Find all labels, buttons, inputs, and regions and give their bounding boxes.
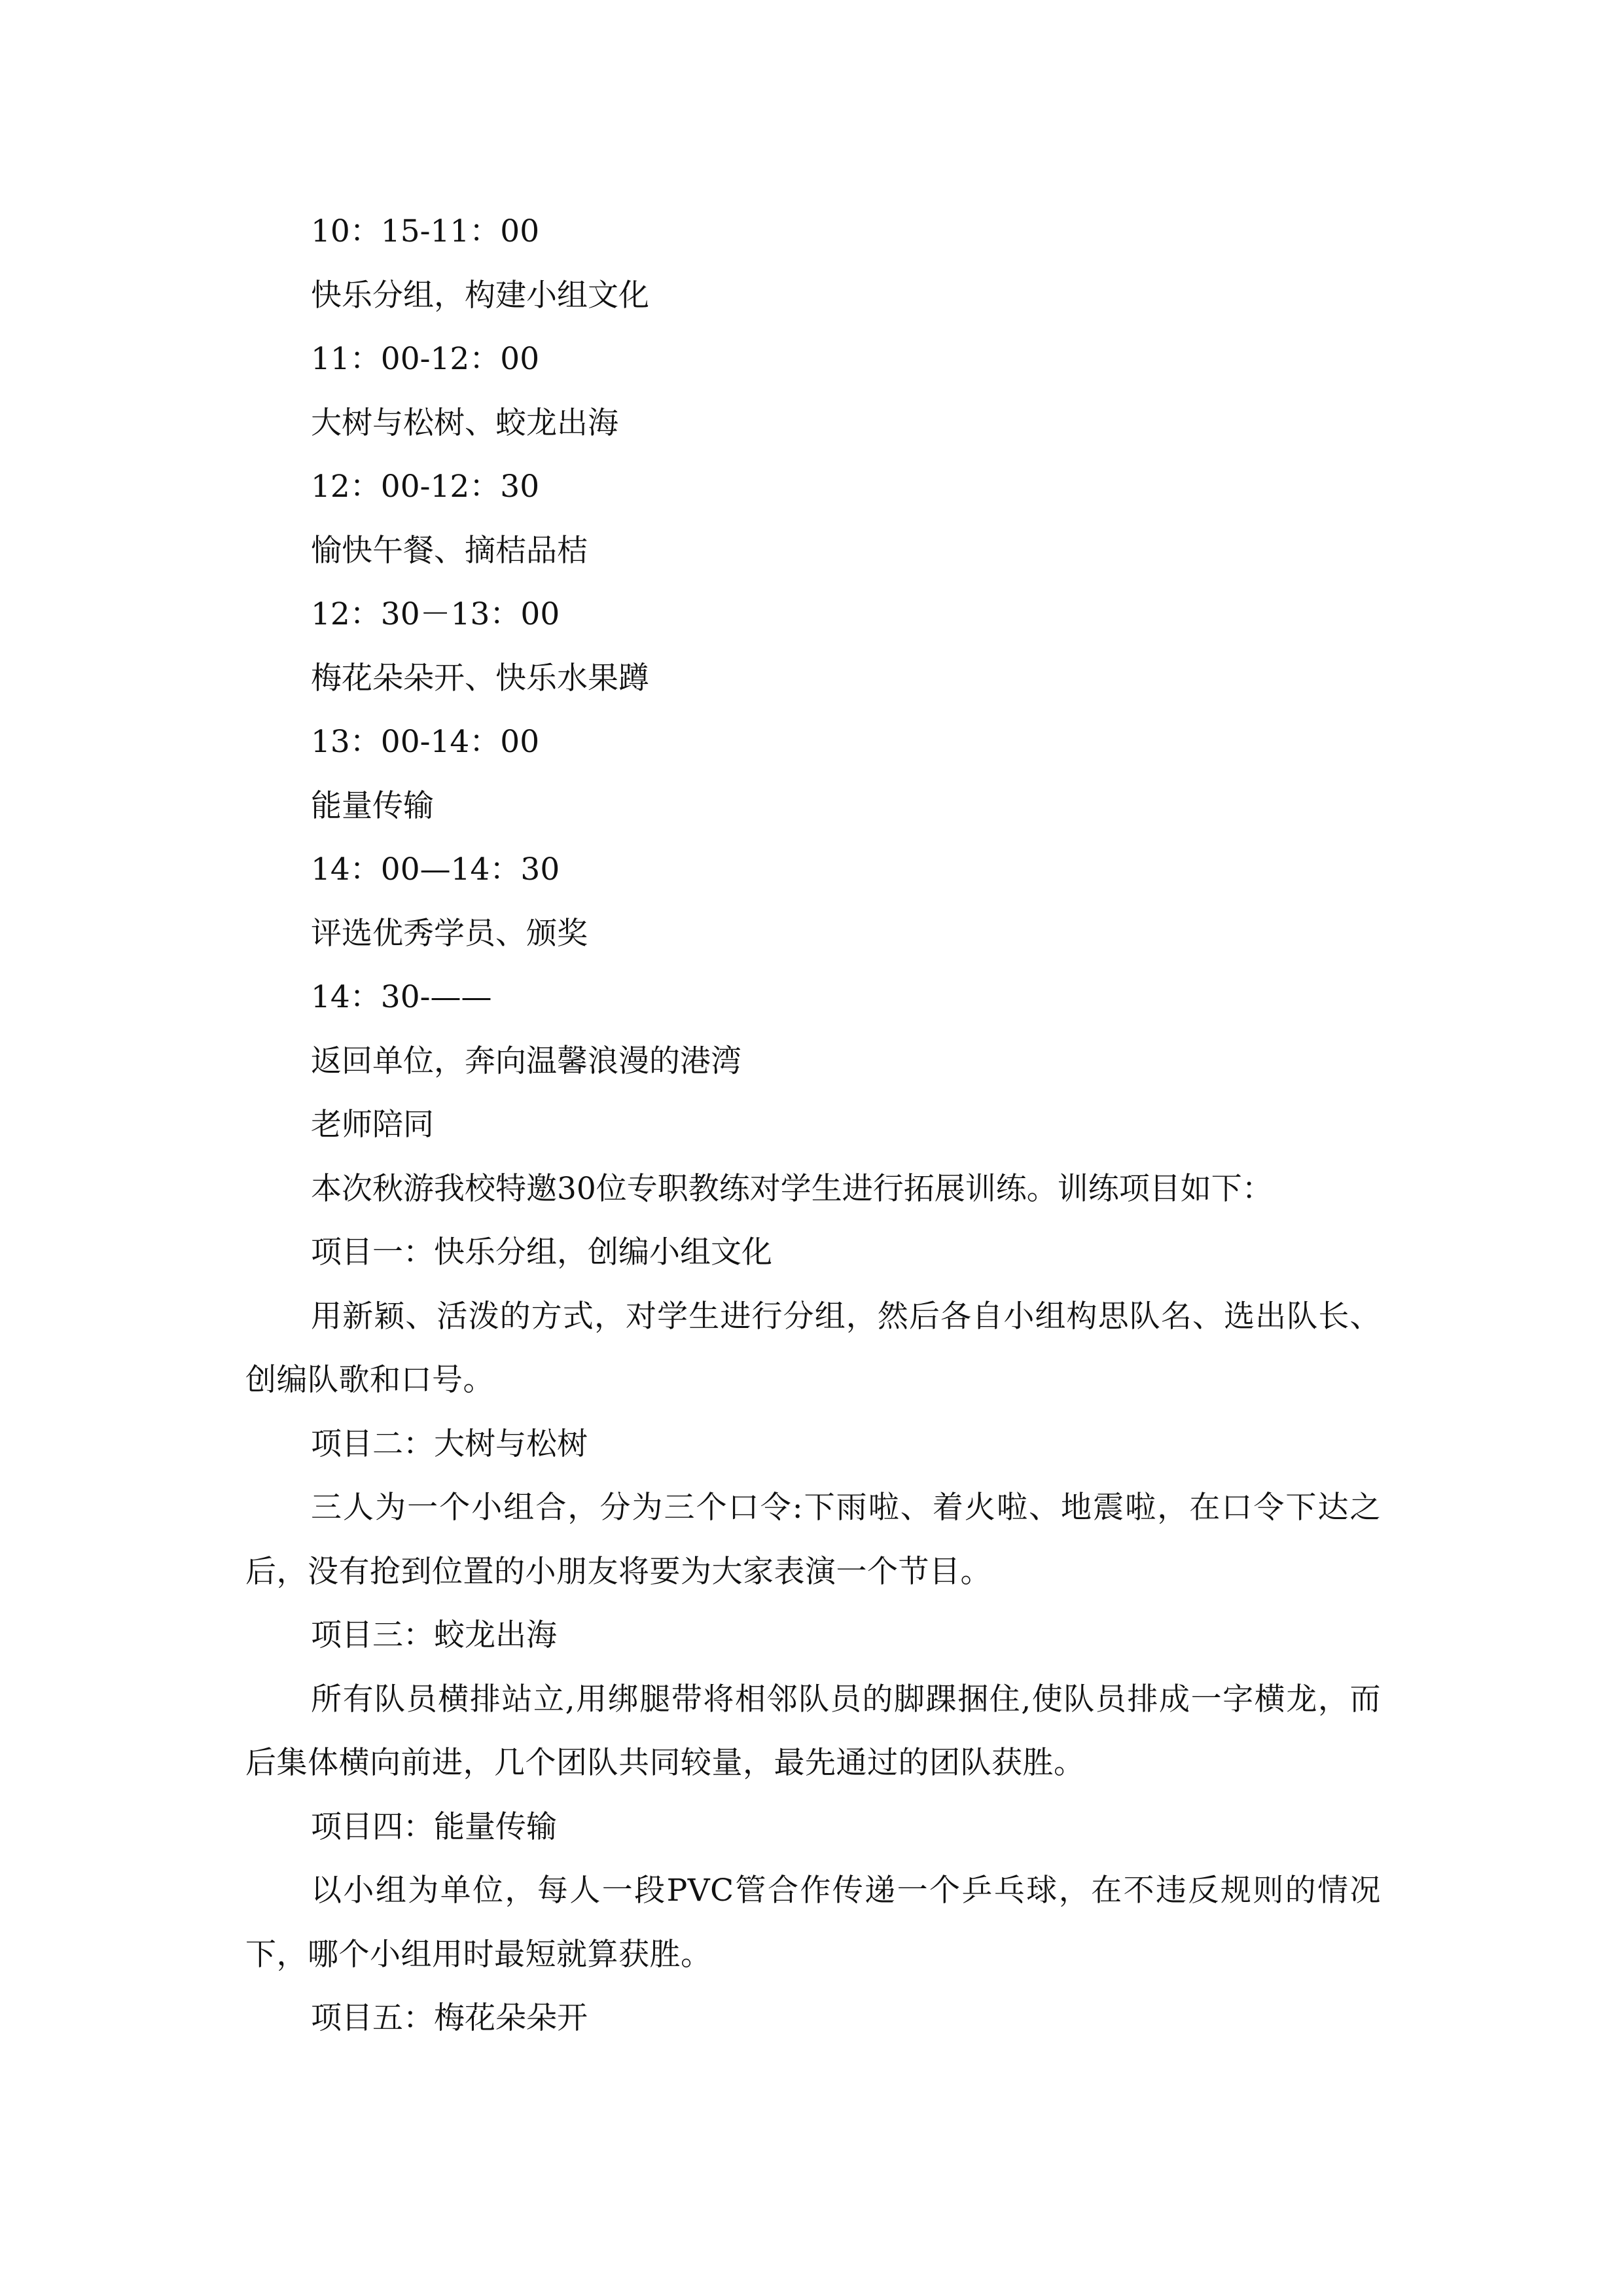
accompany-note: 老师陪同: [311, 1107, 434, 1143]
document-body: [245, 200, 1381, 2051]
schedule-time: 13：00-14：00: [311, 724, 540, 760]
schedule-time: 14：30-——: [311, 979, 492, 1015]
schedule-activity: 愉快午餐、摘桔品桔: [311, 532, 588, 569]
project-title: 项目一：快乐分组，创编小组文化: [311, 1234, 772, 1270]
schedule-time: 14：00—14：30: [311, 852, 560, 888]
intro-paragraph: 本次秋游我校特邀30位专职教练对学生进行拓展训练。训练项目如下：: [311, 1170, 1273, 1207]
schedule-activity: 大树与松树、蛟龙出海: [311, 404, 618, 441]
project-title: 项目二：大树与松树: [311, 1426, 588, 1462]
project-title: 项目五：梅花朵朵开: [311, 2000, 588, 2036]
schedule-time: 12：30－13：00: [311, 596, 560, 632]
schedule-time: 11：00-12：00: [311, 341, 540, 377]
project-title: 项目三：蛟龙出海: [311, 1617, 557, 1653]
schedule-time: 10：15-11：00: [311, 213, 540, 249]
project-description: 三人为一个小组合，分为三个口令:下雨啦、着火啦、地震啦，在口令下达之后，没有抢到位置的小朋友将要为大家表演一个节目。: [245, 1490, 1381, 1590]
schedule-activity: 评选优秀学员、颁奖: [311, 915, 588, 952]
schedule-activity: 快乐分组，构建小组文化: [311, 277, 649, 314]
schedule-activity: 梅花朵朵开、快乐水果蹲: [311, 660, 649, 696]
project-title: 项目四：能量传输: [311, 1808, 557, 1845]
project-description: 所有队员横排站立,用绑腿带将相邻队员的脚踝捆住,使队员排成一字横龙，而后集体横向前进，几个团队共同较量，最先通过的团队获胜。: [245, 1681, 1381, 1781]
project-description: 用新颖、活泼的方式，对学生进行分组，然后各自小组构思队名、选出队长、创编队歌和口号。: [245, 1298, 1381, 1398]
schedule-activity: 返回单位，奔向温馨浪漫的港湾: [311, 1043, 741, 1079]
schedule-activity: 能量传输: [311, 787, 434, 824]
schedule-time: 12：00-12：30: [311, 469, 540, 505]
project-description: 以小组为单位，每人一段PVC管合作传递一个乒乓球，在不违反规则的情况下，哪个小组用时最短就算获胜。: [245, 1873, 1381, 1973]
